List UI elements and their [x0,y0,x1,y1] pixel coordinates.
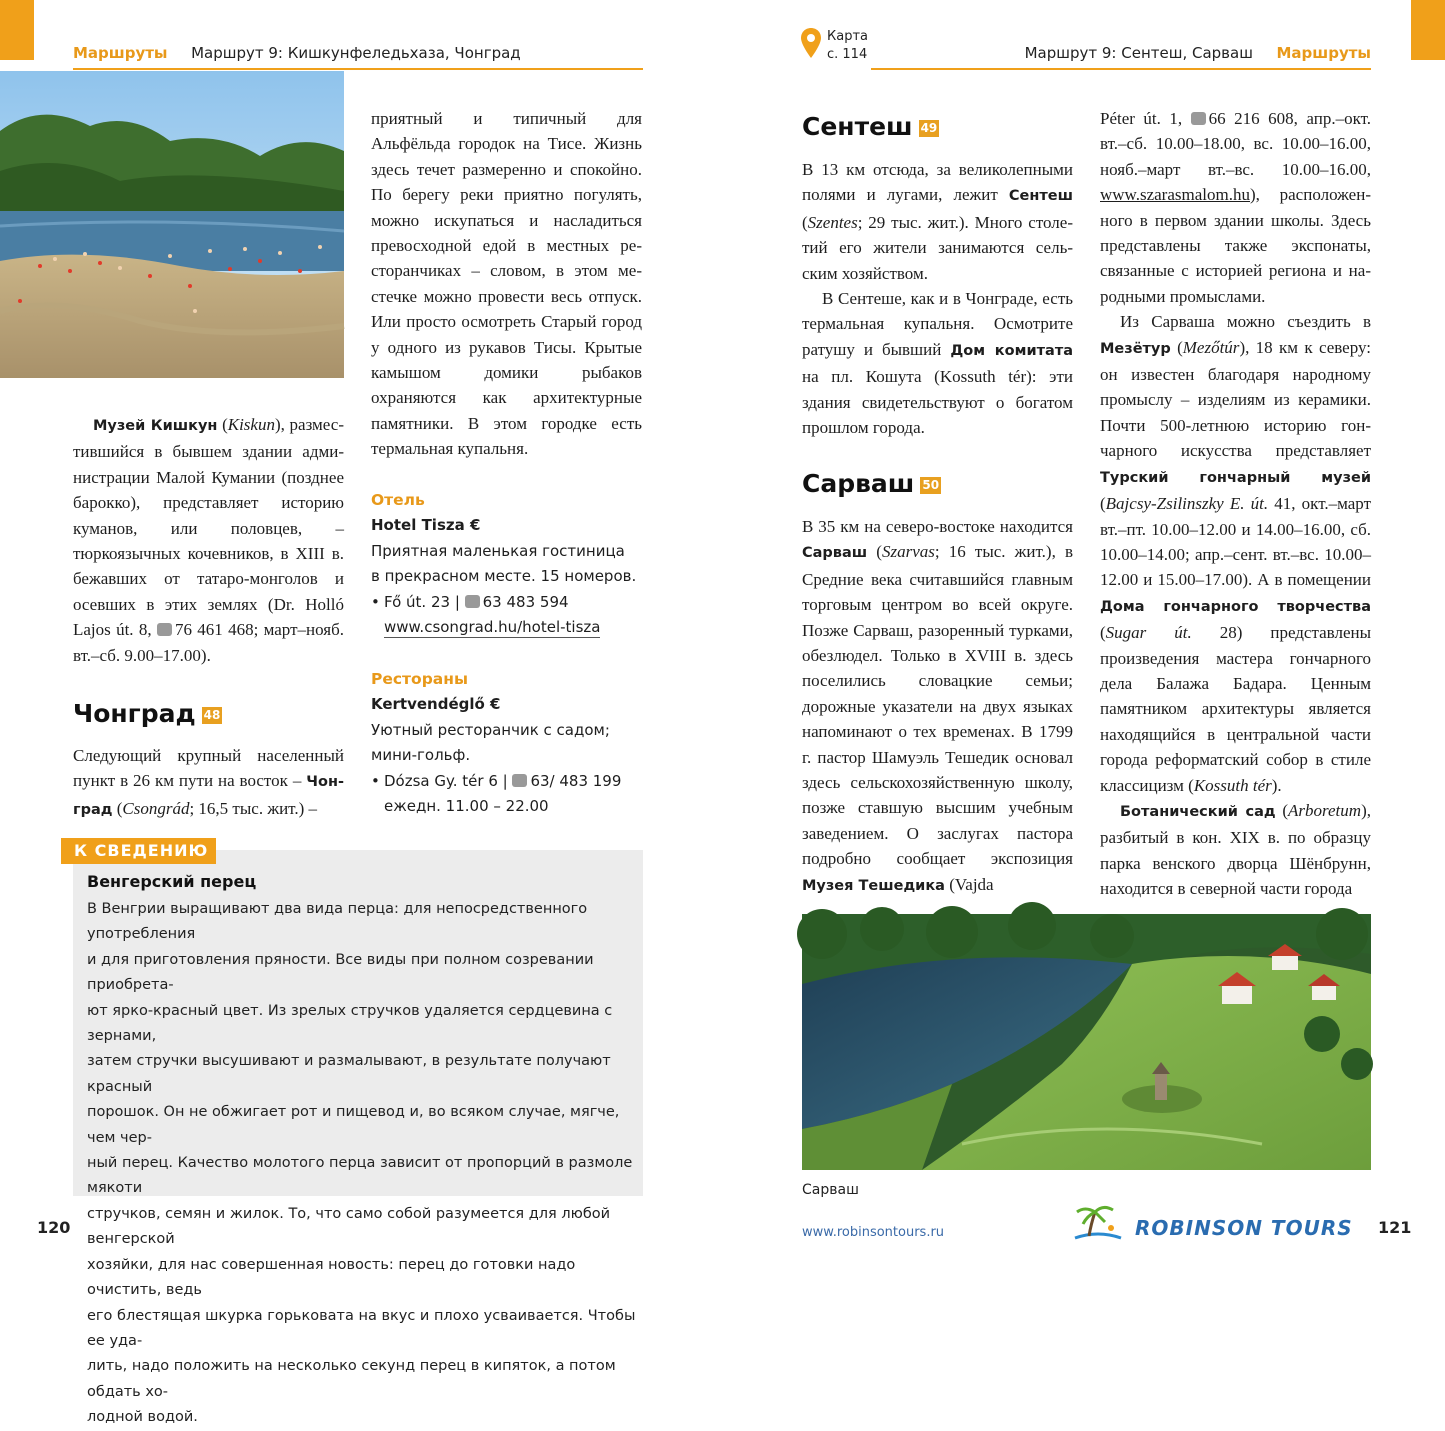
hotel-phone: 63 483 594 [482,592,569,611]
phone-icon [1191,112,1206,125]
mezotur-name: Мезётур [1100,340,1171,357]
left-route-label: Маршрут 9: Кишкунфеледьхаза, Чонград [191,44,521,62]
kossuth-square: Kossuth tér [1193,775,1272,795]
restaurant-addr-text: Dózsa Gy. tér 6 | [384,771,513,790]
szentes-text: В 13 км отсюда, за великолепными полями и лугами, лежит Сентеш (Szentes; 29 тыс. жит.). Много столетий его жители занимаются сельским хозяйством. В Сентеше, как и в Чонграде, есть термальная купальня. Осмотрите ратушу и бывший Дом комитата на пл. Кошута (Kossuth tér): эти здания свидетельствуют о богатом прошлом города. [802,160,1074,438]
hotel-category: Отель [371,491,425,509]
teshedik-museum-name: Музея Тешедика [802,877,945,894]
county-house-name: Дом комитата [950,342,1074,359]
col2-p1-b: 66 216 608, апр.–окт. вт.–сб. 10.00–18.00, вс. 10.00–16.00, нояб.–март вт.–вс. 10.00–16.00, [1100,109,1372,179]
chongrad-continued: приятный и типичный для Альфёльда городок на Тисе. Жизнь здесь течет размеренно и спокойно. По берегу реки приятно погулять, можно искупаться и насладиться превосходной едой в местных ресторанчиках – словом, в этом местечке можно провести весь отпуск. Или просто осмотреть Старый город у одного из рукавов Тисы. Крытые камышом домики рыбаков охраняются как архитектурные памятники. В этом городке есть термальная купальня. [371,109,642,459]
szarvas-heading [802,469,941,498]
restaurant-block [371,667,643,819]
map-page-text: с. 114 [827,47,868,62]
pottery-house-name: Дома гончарного творчества [1100,598,1371,615]
brand-logo-text: ROBINSON TOURS [1135,1216,1353,1240]
chongrad-map-number: 48 [203,708,221,722]
map-label-text: Карта [827,29,868,44]
szarvas-p1-a: В 35 км на северо-востоке находится [802,517,1073,536]
phone-icon [465,595,480,608]
hotel-url-link[interactable]: www.csongrad.hu/hotel-tisza [384,618,601,637]
restaurant-name: Kertvendéglő € [371,695,501,714]
szarvas-text: В 35 км на северо-востоке находится Сарваш (Szarvas; 16 тыс. жит.), в Средние века считавшийся главным торговым центром во всей округе. Позже Сарваш, разоренный турками, обезлюдел. Только в XVIII в. здесь поселились словацкие семьи; дорожные указатели на двух языках напоминают о тех временах. В 1799 г. пастор Шамуэль Тешедик основал здесь сельскохозяйственную школу, позже ставшую высшим учебным заведением. О заслугах пастора подробно сообщает экспозиция Музея Тешедика (Vajda [802,517,1073,894]
chongrad-text-2: ; 16,5 тыс. жит.) – [189,798,317,818]
museum-paragraph: Музей Кишкун (Kiskun), разместившийся в бывшем здании администрации Малой Кумании (позднее барокко), представляет историю куманов, или половцев, – тюркоязычных кочевников, в XIII в. бежавших от татаро-монголов и осевших в этих землях (Dr. Holló Lajos út. 8, 76 461 468; март–нояб. вт.–сб. 9.00–17.00). [73,415,344,665]
left-page-number: 120 [37,1218,71,1237]
hotel-block [371,488,643,640]
museum-desc: ), разместившийся в бывшем здании администрации Малой Кумании (позднее барокко), представляет историю куманов, или половцев, – тюркоязычных кочевников, в XIII в. бежавших от татаро-монголов и осевших в этих землях (Dr. Holló Lajos út. 8, [73,415,344,640]
hotel-desc-1: Приятная маленькая гостиница [371,541,625,560]
szarvas-latin: Szarvas [881,542,935,562]
szarvas-p1-d: ; 16 тыс. жит.), в Средние века считавшийся главным торговым центром во всей округе. Позже Сарваш, разоренный турками, обезлюдел. Только в XVIII в. здесь поселились словацкие семьи; дорожные указатели на двух языках напоминают о тех временах. В 1799 г. пастор Шамуэль Тешедик основал здесь сельскохозяйственную школу, позже ставшую высшим учебным заведением. О заслугах пастора подробно сообщает экспозиция [802,542,1073,869]
right-running-header [871,44,1371,70]
museum-latin: Kiskun [227,415,275,434]
chongrad-latin: Csongrád [122,798,190,818]
szentes-p2-a: В Сентеше, как и в Чонграде, есть термальная купальня. Осмотрите ратушу и бывший [802,289,1073,359]
left-page-tab [0,0,34,60]
col2-p1-c: ), расположенного в первом здании школы. Здесь представлены также экспонаты, связанные с историей региона и народными промыслами. [1100,185,1371,306]
restaurant-desc-1: Уютный ресторанчик с садом; [371,720,610,739]
szentes-p1-d: ; 29 тыс. жит.). Много столетий его жители занимаются сельским хозяйством. [802,212,1073,283]
left-col2-text [371,106,642,462]
szarvas-map-number: 50 [922,478,940,492]
szarvas-photo [802,914,1371,1170]
right-page-number: 121 [1378,1218,1412,1237]
col2-p2-g: 41, окт.–март вт.–пт. 10.00–12.00 и 14.00–16.00, сб. 10.00–14.00; апр.–сент. вт.–вс. 10.00–12.00 и 15.00–17.00). А в помещении [1100,494,1371,590]
map-pin-icon [801,28,821,62]
palm-tree-logo-icon [1073,1202,1123,1242]
restaurant-address [371,769,643,794]
chongrad-text-1: Следующий крупный населенный пункт в 26 км пути на восток – [73,746,344,791]
phone-icon [157,623,172,636]
restaurant-category: Рестораны [371,670,468,688]
szarvas-name: Сарваш [802,545,868,562]
right-section-label: Маршруты [1276,44,1371,62]
phone-icon [512,774,527,787]
website-link[interactable]: www.robinsontours.ru [802,1225,945,1240]
col2-p2-l: ). [1271,775,1282,795]
photo-caption: Сарваш [802,1182,859,1198]
map-reference[interactable] [801,28,871,68]
restaurant-hours: ежедн. 11.00 – 22.00 [384,797,549,816]
chongrad-heading [73,699,222,728]
info-box-tag: К СВЕДЕНИЮ [61,838,216,864]
museum-street: Bajcsy-Zsilinszky E. út. [1105,494,1269,514]
beach-photo [0,71,344,378]
restaurant-desc-2: мини-гольф. [371,746,471,765]
chongrad-name: Чонград [73,774,344,818]
left-section-label: Маршруты [73,44,168,62]
col2-p2-a: Из Сарваша можно съездить в [1120,312,1371,332]
hotel-name: Hotel Tisza € [371,516,481,535]
left-running-header [73,44,643,70]
museum-name: Музей Кишкун [93,418,218,434]
right-page-tab [1411,0,1445,60]
mezotur-latin: Mezőtúr [1182,337,1240,357]
col2-p3-c: ), разбитый в кон. XIX в. по образцу парка венского дворца Шёнбрунн, находится в северной части города [1100,800,1371,899]
szentes-latin: Szentes [807,212,858,232]
hotel-desc-2: в прекрасном месте. 15 номеров. [371,567,637,586]
szarvas-p1-f: (Vajda [944,874,994,894]
hotel-address [371,590,643,615]
right-col2-text: Péter út. 1, 66 216 608, апр.–окт. вт.–сб. 10.00–18.00, вс. 10.00–16.00, нояб.–март вт.–вс. 10.00–16.00, www.szarasmalom.hu), расположенного в первом здании школы. Здесь представлены также экспонаты, связанные с историей региона и народными промыслами. Из Сарваша можно съездить в Мезётур (Mezőtúr), 18 км к северу: он известен благодаря народному промыслу – изделиям из керамики. Почти 500-летнюю историю гончарного искусства представляет Турский гончарный музей (Bajcsy-Zsilinszky E. út. 41, окт.–март вт.–пт. 10.00–12.00 и 14.00–16.00, сб. 10.00–14.00; апр.–сент. вт.–вс. 10.00–12.00 и 15.00–17.00). А в помещении Дома гончарного творчества (Sugar út. 28) представлены произведения мастера гончарного дела Балажа Бадара. Ценным памятником архитектуры является находящийся в центральной части города реформатский собор в стиле классицизм (Kossuth tér). Ботанический сад (Arboretum), разбитый в кон. XIX в. по образцу парка венского дворца Шёнбрунн, находится в северной части города [1100,109,1372,899]
turkeve-museum-name: Турский гончарный музей [1100,469,1371,486]
col2-p2-d: ), 18 км к северу: он известен благодаря народному промыслу – изделиям из керамики. Почти 500-летнюю историю гончарного искусства представляет [1100,337,1371,461]
chongrad-paragraph: Следующий крупный населенный пункт в 26 км пути на восток – Чонград (Csongrád; 16,5 тыс. жит.) – [73,746,344,818]
szentes-p2-c: на пл. Кошута (Kossuth tér): эти здания свидетельствуют о богатом прошлом города. [802,367,1073,438]
info-box-text: В Венгрии выращивают два вида перца: для непосредственного употребления и для приготовления пряности. Все виды при полном созревании приобрета- ют ярко-красный цвет. Из зрелых стручков удаляется сердцевина с зернами, затем стручки высушивают и размалывают, в результате получают красный порошок. Он не обжигает рот и пищевод и, во всяком случае, мягче, чем чер- ный перец. Качество молотого перца зависит от пропорций в размоле мякоти стручков, семян и жилок. То, что само собой разумеется для любой венгерской хозяйки, для нас совершенная новость: перец до готовки надо очистить, ведь его блестящая шкурка горьковата на вкус и плохо усваивается. Чтобы ее уда- лить, надо положить на несколько секунд перец в кипяток, а потом обдать хо- лодной водой. [87,901,636,1426]
pottery-street: Sugar út. [1105,623,1192,643]
col2-p1-a: Péter út. 1, [1100,109,1191,128]
arboretum-latin: Arboretum [1288,800,1362,820]
szarvas-title: Сарваш [802,469,915,498]
szarasmalom-url-link[interactable]: www.szarasmalom.hu [1100,185,1250,205]
szentes-name: Сентеш [1008,188,1073,205]
hotel-addr-text: Fő út. 23 | [384,592,465,611]
info-box-title: Венгерский перец [87,872,257,891]
szentes-map-number: 49 [920,121,938,135]
botanical-garden-name: Ботанический сад [1120,803,1276,820]
left-col1-text [73,412,344,668]
museum-phone: 76 461 468; март–нояб. вт.–сб. 9.00–17.00). [73,620,344,665]
restaurant-phone: 63/ 483 199 [530,771,622,790]
right-route-label: Маршрут 9: Сентеш, Сарваш [1024,44,1253,62]
chongrad-title: Чонград [73,699,196,728]
col2-p2-j: 28) представлены произведения мастера гончарного дела Балажа Бадара. Ценным памятником архитектуры является находящийся в центральной части города реформатский собор в стиле классицизм ( [1100,623,1372,795]
szentes-p1-a: В 13 км отсюда, за великолепными полями и лугами, лежит [802,160,1073,205]
szentes-title: Сентеш [802,112,913,141]
szentes-heading [802,112,939,141]
map-label [827,28,868,64]
